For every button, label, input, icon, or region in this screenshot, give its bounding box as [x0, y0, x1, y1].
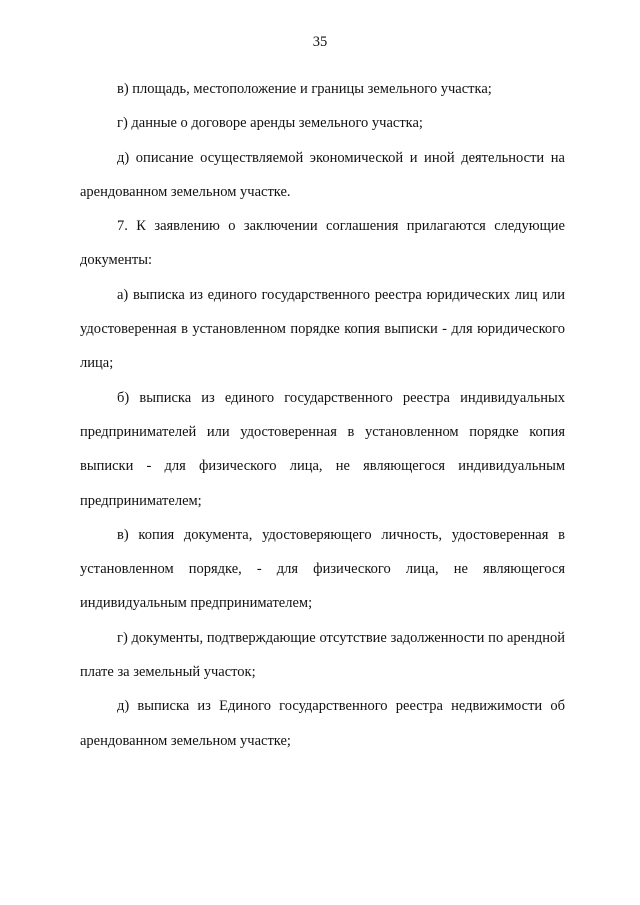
page-number: 35: [312, 34, 328, 50]
paragraph-item-d-registry: д) выписка из Единого государственного реестра недвижимости об арендованном земельном участке;: [80, 698, 565, 749]
paragraph-item-a-legal-entity: а) выписка из единого государственного реестра юридических лиц или удостоверенная в установленном порядке копия выписки - для юридического лица;: [80, 286, 565, 372]
paragraph-item-b-entrepreneur: б) выписка из единого государственного реестра индивидуальных предпринимателей или удостоверенная в установленном порядке копия выписки - для физического лица, не являющегося индивидуальным предпринимателем;: [80, 389, 565, 509]
document-body: [80, 72, 565, 758]
paragraph-item-g-no-debt: г) документы, подтверждающие отсутствие задолженности по арендной плате за земельный участок;: [80, 629, 565, 681]
paragraph-item-g-lease-data: г) данные о договоре аренды земельного участка;: [117, 115, 423, 132]
paragraph-item-v-area: в) площадь, местоположение и границы земельного участка;: [117, 81, 492, 97]
paragraph-item-d-activity: д) описание осуществляемой экономической и иной деятельности на арендованном земельном участке.: [80, 149, 565, 200]
paragraph-item-v-identity: в) копия документа, удостоверяющего личность, удостоверенная в установленном порядке, - для физического лица, не являющегося индивидуальным предпринимателем;: [80, 526, 565, 612]
paragraph-clause-7: 7. К заявлению о заключении соглашения прилагаются следующие документы:: [80, 218, 565, 269]
